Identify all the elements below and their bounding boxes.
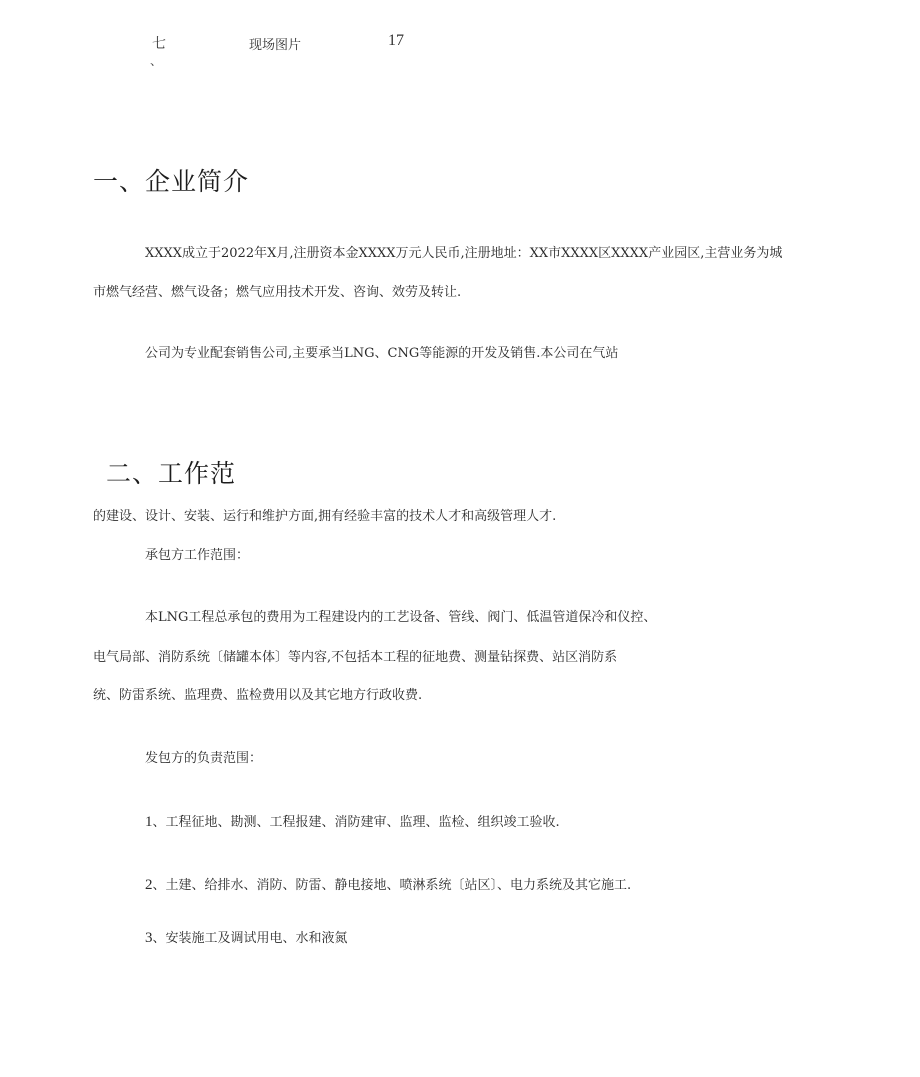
paragraph-line: 统、防雷系统、监理费、监检费用以及其它地方行政收费. (93, 688, 423, 703)
list-item-text: 、土建、给排水、消防、防雷、静电接地、喷淋系统〔站区〕、电力系统及其它施工. (152, 878, 632, 893)
list-item-number: 1 (145, 814, 153, 830)
toc-item-title: 现场图片 (249, 38, 302, 53)
list-item-number: 3 (145, 930, 153, 946)
list-item (145, 876, 631, 895)
list-item (145, 813, 560, 832)
paragraph-line: 电气局部、消防系统〔储罐本体〕等内容,不包括本工程的征地费、测量钻探费、站区消防系 (93, 650, 618, 665)
section-heading-company-profile: 一、企业简介 (93, 167, 250, 196)
list-item-number: 2 (145, 877, 153, 893)
owner-scope-label: 发包方的负责范围： (145, 751, 263, 766)
section-heading-work-scope: 二、工作范 (106, 459, 237, 488)
toc-item-mark: 、 (150, 54, 163, 68)
paragraph-line: 市燃气经营、燃气设备；燃气应用技术开发、咨询、效劳及转让. (93, 285, 462, 300)
list-item (145, 929, 348, 948)
toc-item-page: 17 (388, 32, 404, 49)
contractor-scope-label: 承包方工作范围： (145, 548, 250, 563)
list-item-text: 、安装施工及调试用电、水和液氮 (152, 931, 348, 946)
paragraph-line: XXXX成立于2022年X月,注册资本金XXXX万元人民币,注册地址：XX市XXXX区XXXX产业园区,主营业务为城 (145, 246, 783, 261)
paragraph-line: 的建设、设计、安装、运行和维护方面,拥有经验丰富的技术人才和高级管理人才. (93, 509, 557, 524)
list-item-text: 、工程征地、勘测、工程报建、消防建审、监理、监检、组织竣工验收. (152, 815, 560, 830)
paragraph-line: 本LNG工程总承包的费用为工程建设内的工艺设备、管线、阀门、低温管道保冷和仪控、 (145, 610, 657, 625)
toc-item-number: 七 (152, 36, 166, 52)
paragraph-line: 公司为专业配套销售公司,主要承当LNG、CNG等能源的开发及销售.本公司在气站 (145, 346, 619, 361)
